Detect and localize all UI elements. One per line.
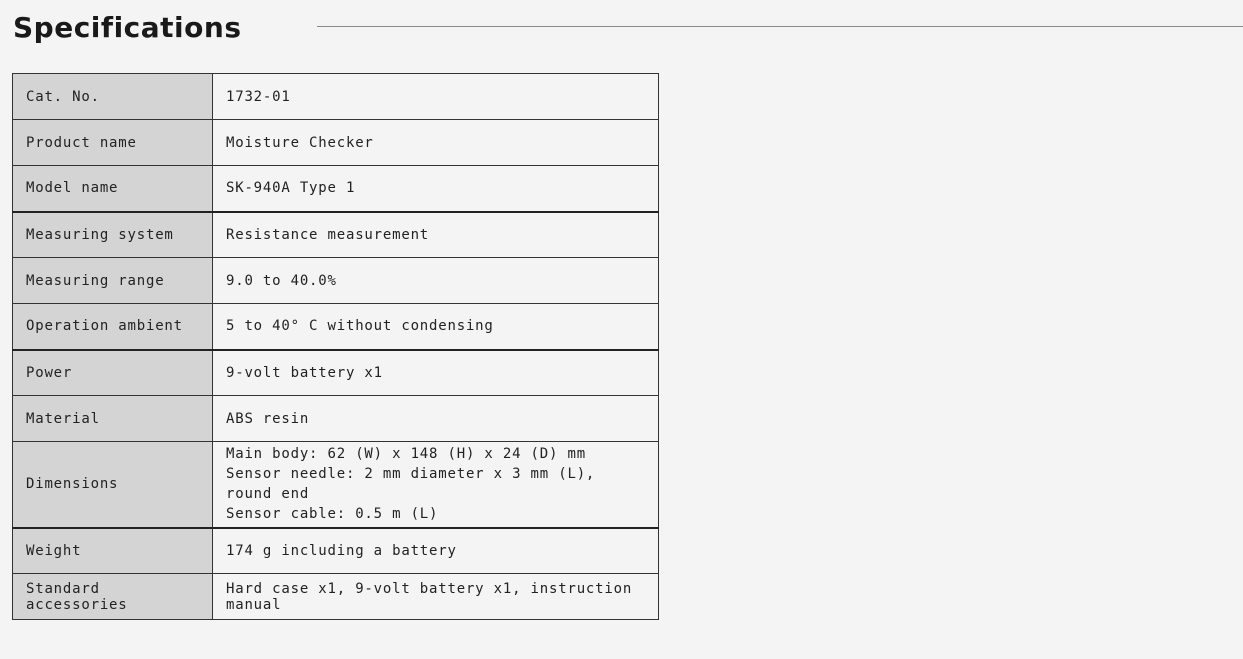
spec-label: Power <box>13 350 213 396</box>
spec-value: Moisture Checker <box>213 120 659 166</box>
spec-row-model-name <box>13 166 659 212</box>
spec-value <box>213 442 659 528</box>
spec-row-cat-no <box>13 74 659 120</box>
section-heading <box>13 8 1243 48</box>
page-title: Specifications <box>13 11 242 44</box>
spec-label: Dimensions <box>13 442 213 528</box>
spec-row-material <box>13 396 659 442</box>
specifications-table <box>12 73 659 620</box>
dimensions-sensor-needle: Sensor needle: 2 mm diameter x 3 mm (L), round end <box>226 466 596 503</box>
spec-label: Model name <box>13 166 213 212</box>
spec-value: Hard case x1, 9-volt battery x1, instruction manual <box>213 574 659 620</box>
spec-row-measuring-system <box>13 212 659 258</box>
spec-label: Material <box>13 396 213 442</box>
spec-label: Cat. No. <box>13 74 213 120</box>
spec-value: 1732-01 <box>213 74 659 120</box>
spec-label: Weight <box>13 528 213 574</box>
spec-label: Measuring range <box>13 258 213 304</box>
spec-value: 174 g including a battery <box>213 528 659 574</box>
spec-label: Standard accessories <box>13 574 213 620</box>
spec-value: 9.0 to 40.0% <box>213 258 659 304</box>
spec-label: Product name <box>13 120 213 166</box>
spec-value: 5 to 40° C without condensing <box>213 304 659 350</box>
spec-label: Measuring system <box>13 212 213 258</box>
spec-value: 9-volt battery x1 <box>213 350 659 396</box>
title-divider <box>317 26 1243 27</box>
spec-label: Operation ambient <box>13 304 213 350</box>
spec-row-weight <box>13 528 659 574</box>
spec-value: SK-940A Type 1 <box>213 166 659 212</box>
spec-row-product-name <box>13 120 659 166</box>
spec-row-dimensions <box>13 442 659 528</box>
spec-row-measuring-range <box>13 258 659 304</box>
spec-row-standard-accessories <box>13 574 659 620</box>
spec-row-power <box>13 350 659 396</box>
dimensions-sensor-cable: Sensor cable: 0.5 m (L) <box>226 506 439 523</box>
spec-value: Resistance measurement <box>213 212 659 258</box>
spec-row-operation-ambient <box>13 304 659 350</box>
dimensions-main-body: Main body: 62 (W) x 148 (H) x 24 (D) mm <box>226 446 586 463</box>
spec-value: ABS resin <box>213 396 659 442</box>
